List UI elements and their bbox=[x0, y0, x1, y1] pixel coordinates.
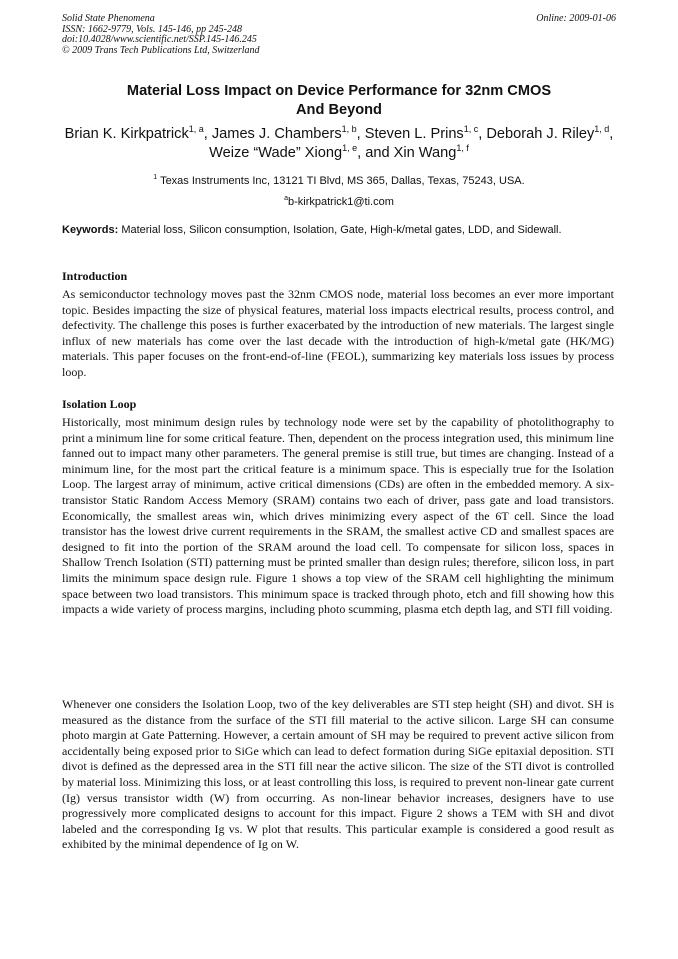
author-name: Weize “Wade” Xiong bbox=[209, 145, 343, 161]
isolation-loop-paragraph-1: Historically, most minimum design rules by technology node were set by the capability of photolithography to print a minimum line for some critical feature. Then, dependent on the process integration used, this minimum line fanned out to impact many other parameters. The general premise is still true, but times are changing. Instead of a minimum line, for the most part the critical feature is a minimum space. This is especially true for the Isolation Loop. The largest array of minimum, active critical dimensions (CDs) are often in the embedded memory. A six-transistor Static Random Access Memory (SRAM) contains two each of driver, pass gate and load transistors. Economically, the smallest areas win, which drives minimizing every aspect of the 6T cell. Since the load transistor has the lowest drive current requirements in the SRAM, the smallest active CD and smallest spaces are designed to fit into the portion of the SRAM around the load cell. To compensate for silicon loss, spaces in Shallow Trench Isolation (STI) patterning must be printed smaller than design rules; therefore, silicon loss, in part limits the minimum space design rule. Figure 1 shows a top view of the SRAM cell highlighting the minimum space between two load transistors. This minimum space is tracked through photo, etch and fill showing how this impacts a wide variety of process margins, including photo scumming, plasma etch depth lag, and STI fill voiding. bbox=[62, 415, 614, 617]
affiliation-mark: 1 bbox=[153, 174, 158, 181]
affiliation bbox=[62, 174, 616, 188]
author-name: James J. Chambers bbox=[211, 126, 342, 142]
isolation-loop-paragraph-2: Whenever one considers the Isolation Loop, two of the key deliverables are STI step height (SH) and divot. SH is measured as the distance from the surface of the STI fill material to the active silicon. Large SH can consume photo margin at Gate Patterning. However, a certain amount of SH may be required to prevent active silicon from accidentally being exposed prior to SiGe which can lead to defect formation during SiGe epitaxial deposition. STI divot is defined as the depressed area in the STI fill near the active silicon. The size of the STI divot is controlled by material loss. Minimizing this loss, or at least controlling this loss, is required to prevent non-linear gate current (Ig) versus transistor width (W) from occurring. As non-linear behavior increases, designers have to use progressively more complicated designs to account for this impact. Figure 2 shows a TEM with SH and divot labeled and the corresponding Ig vs. W plot that results. This particular example is considered a good result as exhibited by the minimal dependence of Ig on W. bbox=[62, 697, 614, 852]
isolation-loop-continued bbox=[62, 697, 614, 853]
author-separator: , and bbox=[357, 145, 394, 161]
isolation-loop-section bbox=[62, 397, 614, 618]
author-affiliation-mark: 1, d bbox=[594, 124, 610, 134]
author-affiliation-mark: 1, b bbox=[341, 124, 357, 134]
keywords-label: Keywords: bbox=[62, 224, 119, 236]
author-name: Xin Wang bbox=[393, 145, 457, 161]
keywords-text: Material loss, Silicon consumption, Isolation, Gate, High-k/metal gates, LDD, and Sidewall. bbox=[121, 224, 562, 236]
paper-title bbox=[62, 82, 616, 120]
author-name: Steven L. Prins bbox=[364, 126, 464, 142]
author-affiliation-mark: 1, c bbox=[463, 124, 479, 134]
author-affiliation-mark: 1, a bbox=[188, 124, 204, 134]
author-separator: , bbox=[478, 126, 487, 142]
contact-email bbox=[62, 195, 616, 209]
email-mark: a bbox=[284, 195, 288, 202]
author-name: Brian K. Kirkpatrick bbox=[64, 126, 189, 142]
keywords bbox=[62, 224, 614, 238]
email-address: b-kirkpatrick1@ti.com bbox=[287, 196, 394, 208]
author-separator: , bbox=[356, 126, 365, 142]
introduction-section bbox=[62, 269, 614, 381]
journal-header bbox=[62, 14, 260, 56]
isolation-loop-heading: Isolation Loop bbox=[62, 397, 137, 411]
author-affiliation-mark: 1, e bbox=[342, 143, 358, 153]
introduction-heading: Introduction bbox=[62, 269, 128, 283]
author-separator: , bbox=[609, 126, 614, 142]
copyright-line: © 2009 Trans Tech Publications Ltd, Switzerland bbox=[62, 44, 260, 56]
author-name: Deborah J. Riley bbox=[486, 126, 595, 142]
introduction-paragraph: As semiconductor technology moves past the 32nm CMOS node, material loss becomes an ever more important topic. Besides impacting the size of physical features, material loss impacts electrical results, process control, and defectivity. The challenge this poses is further exacerbated by the introduction of new materials. The largest single influx of new materials has come over the last decade with the introduction of high-k/metal gate (HK/MG) materials. This paper focuses on the front-end-of-line (FEOL), summarizing key materials loss issues by process loop. bbox=[62, 287, 614, 379]
online-date: Online: 2009-01-06 bbox=[536, 13, 616, 24]
journal-name: Solid State Phenomena bbox=[62, 13, 155, 24]
issn-line: ISSN: 1662-9779, Vols. 145-146, pp 245-248 bbox=[62, 23, 242, 35]
affiliation-text: Texas Instruments Inc, 13121 TI Blvd, MS 365, Dallas, Texas, 75243, USA. bbox=[160, 175, 525, 187]
author-list bbox=[62, 125, 616, 163]
author-affiliation-mark: 1, f bbox=[456, 143, 469, 153]
doi-line: doi:10.4028/www.scientific.net/SSP.145-146.245 bbox=[62, 34, 257, 46]
author-separator: , bbox=[203, 126, 212, 142]
title-line-2: And Beyond bbox=[296, 102, 382, 118]
title-line-1: Material Loss Impact on Device Performance for 32nm CMOS bbox=[126, 83, 552, 99]
